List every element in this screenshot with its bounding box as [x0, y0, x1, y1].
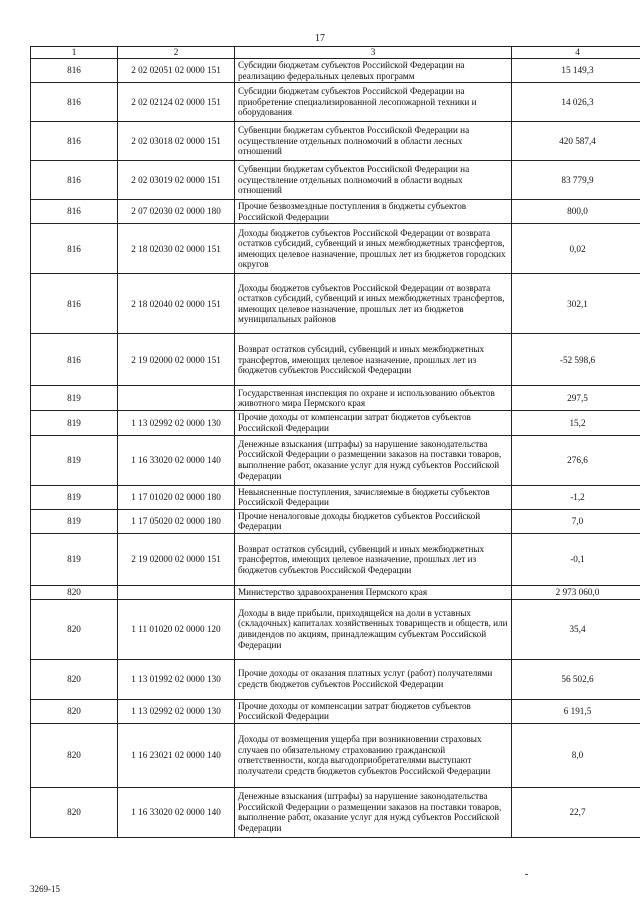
revenue-code-cell: 1 16 33020 02 0000 140 [118, 435, 235, 485]
document-code: 3269-15 [30, 884, 60, 894]
column-header: 1 [31, 47, 118, 59]
amount-cell: 15 149,3 [512, 59, 640, 83]
revenue-name-cell: Прочие доходы от компенсации затрат бюджетов субъектов Российской Федерации [235, 699, 512, 723]
admin-code-cell: 816 [31, 200, 118, 224]
revenue-name-cell: Доходы бюджетов субъектов Российской Федерации от возврата остатков субсидий, субвенций и иных межбюджетных трансфертов, имеющих целевое назначение, прошлых лет из бюджетов городских округов [235, 224, 512, 274]
amount-cell: -0,1 [512, 533, 640, 585]
revenue-name-cell: Возврат остатков субсидий, субвенций и иных межбюджетных трансфертов, имеющих целевое назначение, прошлых лет из бюджетов субъектов Российской Федерации [235, 334, 512, 386]
revenue-name-cell: Государственная инспекция по охране и использованию объектов животного мира Пермского края [235, 386, 512, 411]
amount-cell: 0,02 [512, 224, 640, 274]
revenue-name-cell: Доходы в виде прибыли, приходящейся на доли в уставных (складочных) капиталах хозяйственных товариществ и обществ, или дивидендов по акциям, принадлежащим субъектам Российской Федерации [235, 599, 512, 659]
table-row [31, 585, 640, 599]
revenue-code-cell: 1 16 23021 02 0000 140 [118, 723, 235, 787]
amount-cell: -1,2 [512, 485, 640, 509]
revenue-code-cell [118, 585, 235, 599]
table-row [31, 334, 640, 386]
admin-code-cell: 816 [31, 274, 118, 334]
amount-cell: 14 026,3 [512, 83, 640, 122]
amount-cell: 35,4 [512, 599, 640, 659]
revenue-name-cell: Министерство здравоохранения Пермского края [235, 585, 512, 599]
table-row [31, 224, 640, 274]
revenue-code-cell: 2 02 02051 02 0000 151 [118, 59, 235, 83]
admin-code-cell: 816 [31, 161, 118, 200]
admin-code-cell: 816 [31, 334, 118, 386]
column-header: 3 [235, 47, 512, 59]
revenue-name-cell: Субсидии бюджетам субъектов Российской Федерации на реализацию федеральных целевых программ [235, 59, 512, 83]
revenue-name-cell: Прочие неналоговые доходы бюджетов субъектов Российской Федерации [235, 509, 512, 533]
revenue-name-cell: Невыясненные поступления, зачисляемые в бюджеты субъектов Российской Федерации [235, 485, 512, 509]
table-row [31, 485, 640, 509]
admin-code-cell: 819 [31, 509, 118, 533]
admin-code-cell: 819 [31, 386, 118, 411]
table-row [31, 723, 640, 787]
revenue-code-cell: 1 17 05020 02 0000 180 [118, 509, 235, 533]
revenue-name-cell: Денежные взыскания (штрафы) за нарушение законодательства Российской Федерации о размещении заказов на поставки товаров, выполнение работ, оказание услуг для нужд субъектов Российской Федерации [235, 435, 512, 485]
table-row [31, 787, 640, 837]
amount-cell: 8,0 [512, 723, 640, 787]
admin-code-cell: 820 [31, 599, 118, 659]
table-row [31, 200, 640, 224]
column-header: 2 [118, 47, 235, 59]
revenue-code-cell: 2 18 02040 02 0000 151 [118, 274, 235, 334]
table-row [31, 274, 640, 334]
table-row [31, 59, 640, 83]
revenue-code-cell: 2 19 02000 02 0000 151 [118, 533, 235, 585]
revenue-code-cell: 1 13 01992 02 0000 130 [118, 659, 235, 699]
amount-cell: 302,1 [512, 274, 640, 334]
admin-code-cell: 820 [31, 659, 118, 699]
admin-code-cell: 816 [31, 224, 118, 274]
admin-code-cell: 819 [31, 533, 118, 585]
revenue-code-cell: 2 02 02124 02 0000 151 [118, 83, 235, 122]
revenue-code-cell: 2 02 03019 02 0000 151 [118, 161, 235, 200]
table-row [31, 83, 640, 122]
table-row [31, 122, 640, 161]
revenue-name-cell: Субвенции бюджетам субъектов Российской Федерации на осуществление отдельных полномочий в области лесных отношений [235, 122, 512, 161]
admin-code-cell: 820 [31, 699, 118, 723]
table-body [31, 59, 640, 838]
page-number: 17 [315, 33, 325, 44]
revenue-code-cell: 2 02 03018 02 0000 151 [118, 122, 235, 161]
revenue-code-cell: 2 18 02030 02 0000 151 [118, 224, 235, 274]
table-row [31, 533, 640, 585]
revenue-code-cell [118, 386, 235, 411]
table-row [31, 699, 640, 723]
revenue-name-cell: Субвенции бюджетам субъектов Российской Федерации на осуществление отдельных полномочий в области водных отношений [235, 161, 512, 200]
amount-cell: 56 502,6 [512, 659, 640, 699]
amount-cell: 7,0 [512, 509, 640, 533]
table-header-row [31, 47, 640, 59]
amount-cell: 800,0 [512, 200, 640, 224]
amount-cell: 22,7 [512, 787, 640, 837]
amount-cell: 420 587,4 [512, 122, 640, 161]
amount-cell: 297,5 [512, 386, 640, 411]
table-row [31, 435, 640, 485]
column-header: 4 [512, 47, 640, 59]
amount-cell: 15,2 [512, 411, 640, 435]
revenue-name-cell: Прочие доходы от компенсации затрат бюджетов субъектов Российской Федерации [235, 411, 512, 435]
revenue-name-cell: Прочие доходы от оказания платных услуг (работ) получателями средств бюджетов субъектов Российской Федерации [235, 659, 512, 699]
table-row [31, 386, 640, 411]
admin-code-cell: 819 [31, 435, 118, 485]
admin-code-cell: 820 [31, 723, 118, 787]
revenue-code-cell: 1 17 01020 02 0000 180 [118, 485, 235, 509]
revenue-name-cell: Доходы бюджетов субъектов Российской Федерации от возврата остатков субсидий, субвенций и иных межбюджетных трансфертов, имеющих целевое назначение, прошлых лет из бюджетов муниципальных районов [235, 274, 512, 334]
revenue-name-cell: Субсидии бюджетам субъектов Российской Федерации на приобретение специализированной лесопожарной техники и оборудования [235, 83, 512, 122]
admin-code-cell: 820 [31, 585, 118, 599]
revenue-code-cell: 1 16 33020 02 0000 140 [118, 787, 235, 837]
table-row [31, 509, 640, 533]
admin-code-cell: 816 [31, 59, 118, 83]
amount-cell: 6 191,5 [512, 699, 640, 723]
revenue-name-cell: Денежные взыскания (штрафы) за нарушение законодательства Российской Федерации о размещении заказов на поставки товаров, выполнение работ, оказание услуг для нужд субъектов Российской Федерации [235, 787, 512, 837]
admin-code-cell: 819 [31, 411, 118, 435]
amount-cell: -52 598,6 [512, 334, 640, 386]
table-row [31, 411, 640, 435]
table-row [31, 599, 640, 659]
table-row [31, 161, 640, 200]
revenue-code-cell: 1 13 02992 02 0000 130 [118, 699, 235, 723]
admin-code-cell: 816 [31, 83, 118, 122]
revenue-code-cell: 1 11 01020 02 0000 120 [118, 599, 235, 659]
admin-code-cell: 816 [31, 122, 118, 161]
revenue-code-cell: 2 19 02000 02 0000 151 [118, 334, 235, 386]
revenue-code-cell: 1 13 02992 02 0000 130 [118, 411, 235, 435]
amount-cell: 2 973 060,0 [512, 585, 640, 599]
amount-cell: 83 779,9 [512, 161, 640, 200]
revenue-name-cell: Возврат остатков субсидий, субвенций и иных межбюджетных трансфертов, имеющих целевое назначение, прошлых лет из бюджетов субъектов Российской Федерации [235, 533, 512, 585]
revenue-name-cell: Прочие безвозмездные поступления в бюджеты субъектов Российской Федерации [235, 200, 512, 224]
admin-code-cell: 819 [31, 485, 118, 509]
amount-cell: 276,6 [512, 435, 640, 485]
revenue-code-cell: 2 07 02030 02 0000 180 [118, 200, 235, 224]
admin-code-cell: 820 [31, 787, 118, 837]
revenue-table [30, 46, 640, 838]
table-row [31, 659, 640, 699]
scan-dot [525, 874, 528, 875]
revenue-name-cell: Доходы от возмещения ущерба при возникновении страховых случаев по обязательному страхованию гражданской ответственности, когда выгодоприобретателями выступают получатели средств бюджетов субъектов Российской Федерации [235, 723, 512, 787]
